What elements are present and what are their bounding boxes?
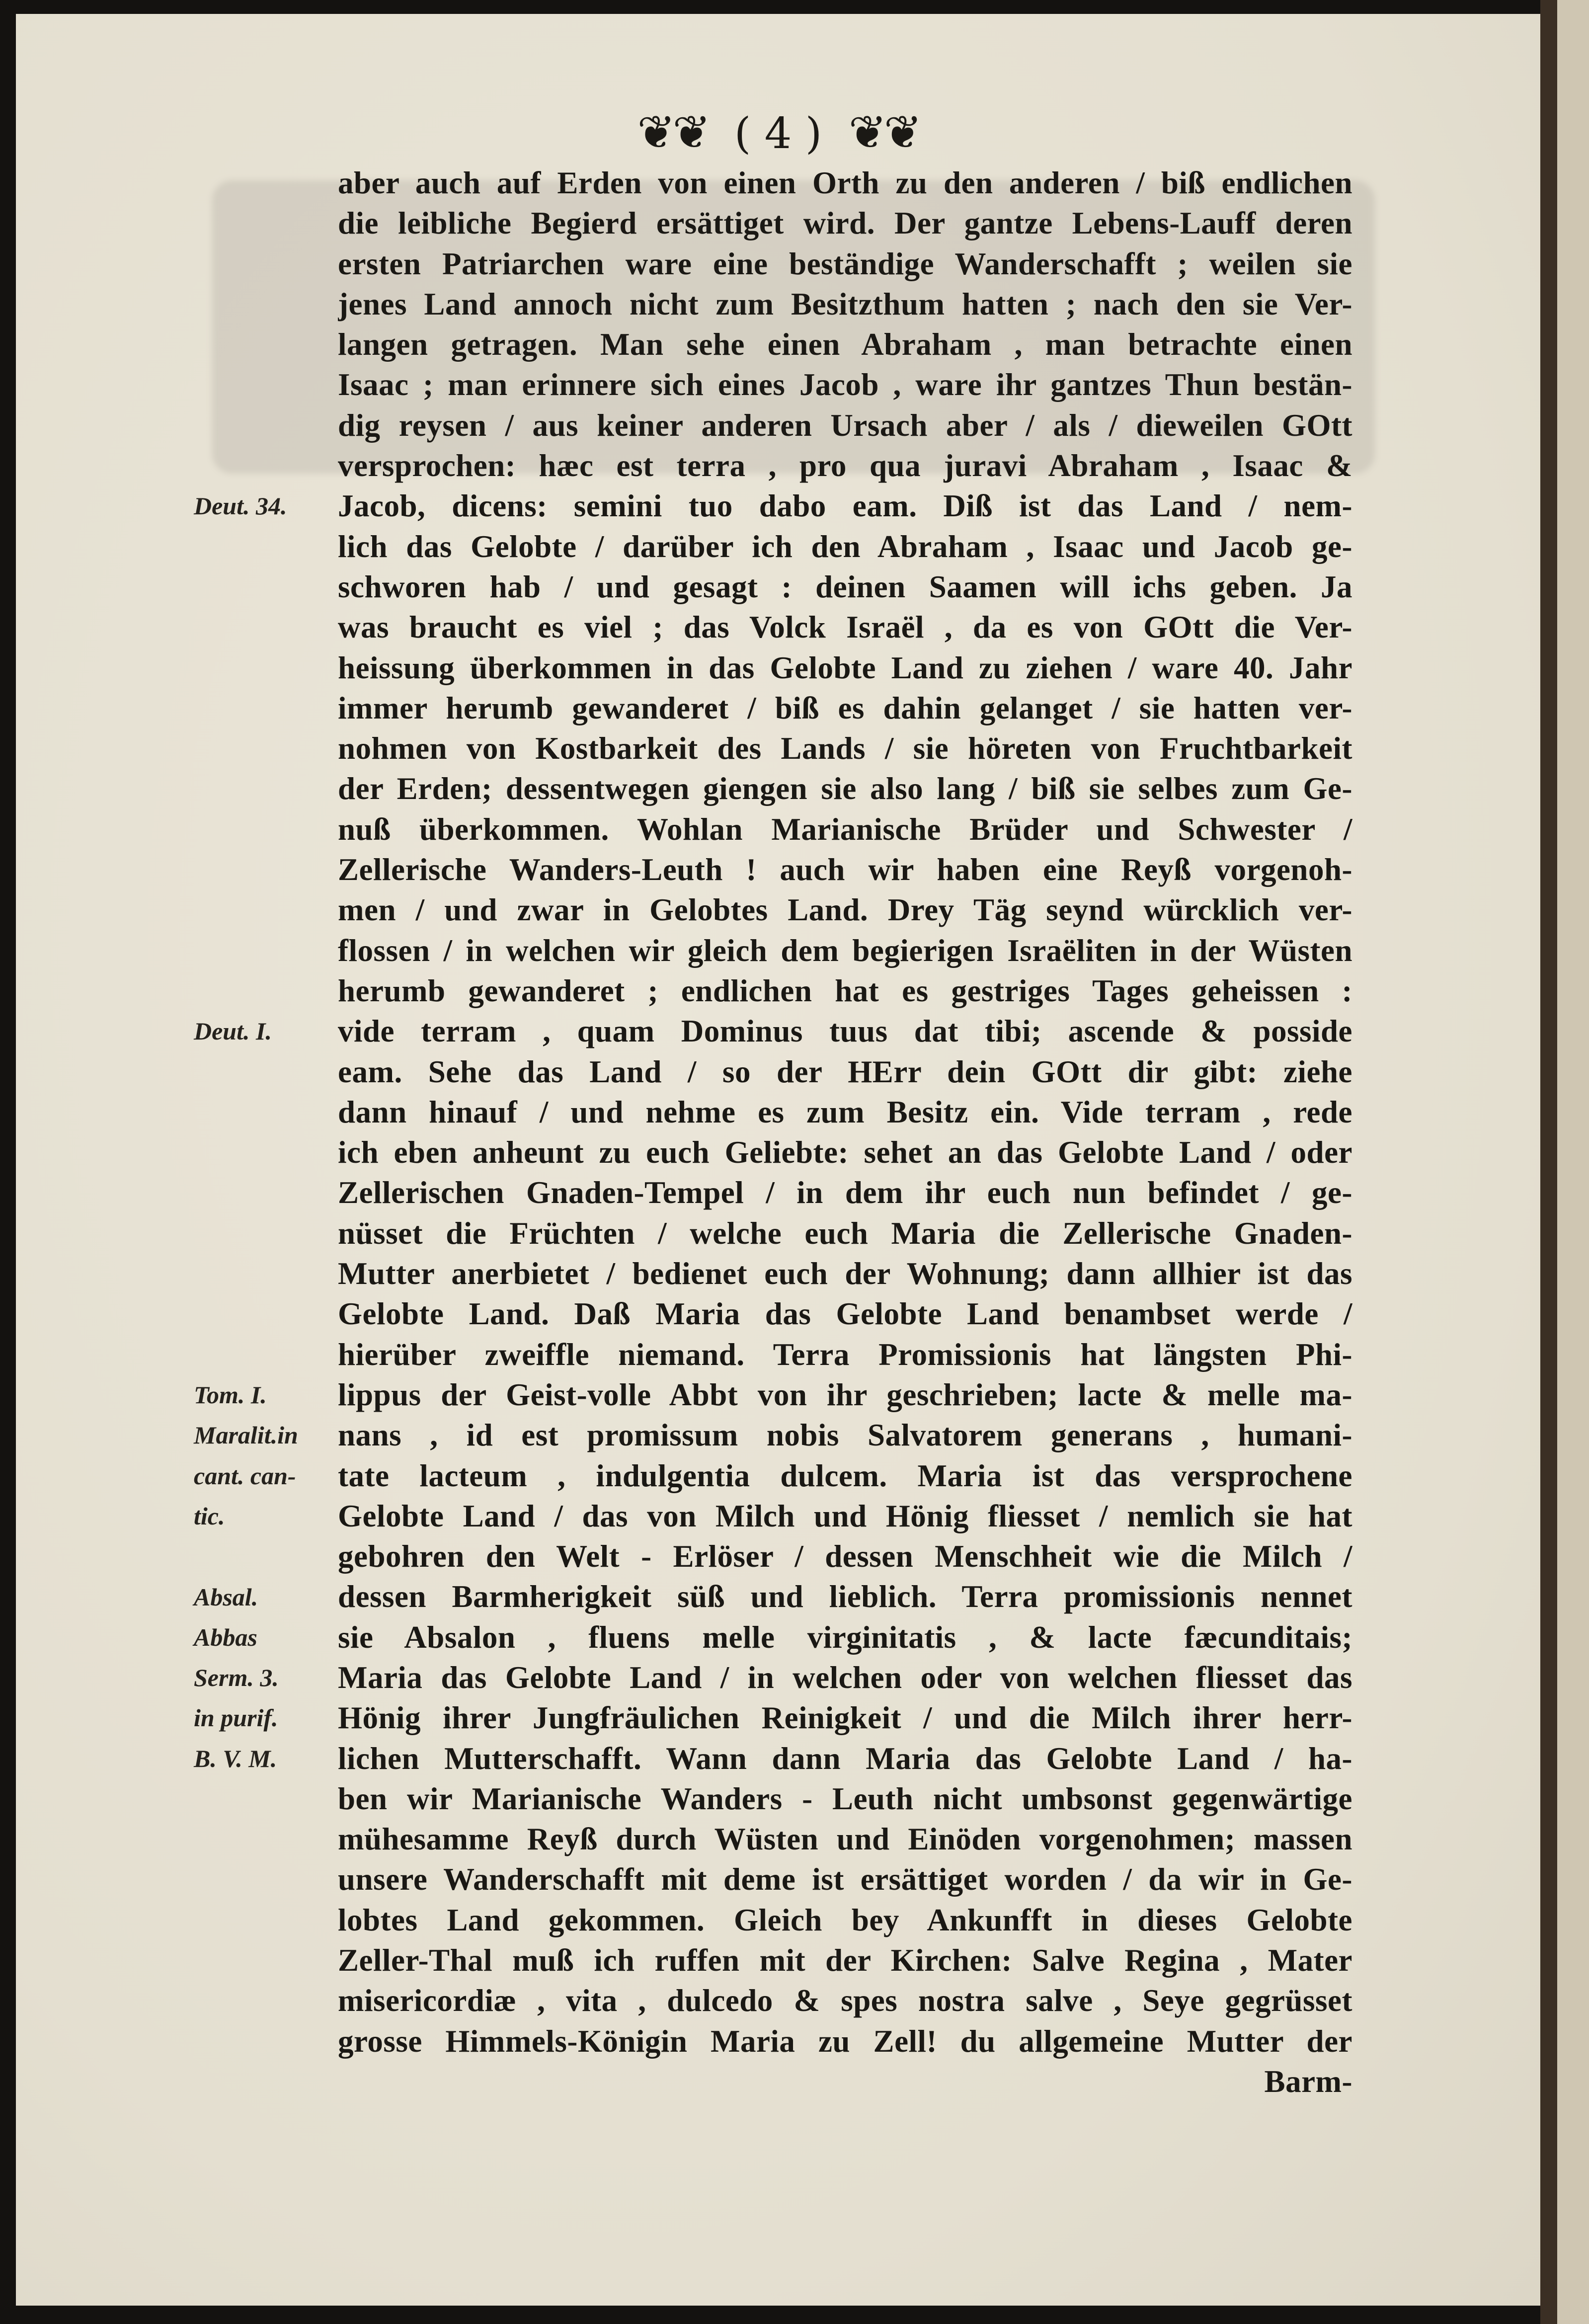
text-line: grosse Himmels-Königin Maria zu Zell! du allgemeine Mutter der [338, 2023, 1352, 2059]
text-line: eam. Sehe das Land / so der HErr dein GOtt dir gibt: ziehe [338, 1054, 1352, 1089]
text-line: lichen Mutterschafft. Wann dann Maria das Gelobte Land / ha- [338, 1741, 1352, 1776]
fleuron-left-icon: ❦❦ [637, 106, 708, 159]
adjacent-page-edge [1557, 0, 1589, 2324]
text-line: misericordiæ , vita , dulcedo & spes nostra salve , Seye gegrüsset [338, 1983, 1352, 2018]
text-line: herumb gewanderet ; endlichen hat es gestriges Tages geheissen : [338, 973, 1352, 1008]
text-line: dig reysen / aus keiner anderen Ursach aber / als / dieweilen GOtt [338, 407, 1352, 443]
text-line: lobtes Land gekommen. Gleich bey Ankunfft in dieses Gelobte [338, 1902, 1352, 1937]
text-line: tate lacteum , indulgentia dulcem. Maria ist das versprochene [338, 1458, 1352, 1493]
text-line: unsere Wanderschafft mit deme ist ersättiget worden / da wir in Ge- [338, 1862, 1352, 1897]
margin-note: Maralit.in [194, 1421, 298, 1449]
margin-note: Tom. I. [194, 1381, 267, 1409]
page-number: ( 4 ) [734, 109, 822, 159]
text-line: gebohren den Welt - Erlöser / dessen Menschheit wie die Milch / [338, 1539, 1352, 1574]
text-line: die leibliche Begierd ersättiget wird. Der gantze Lebens-Lauff deren [338, 206, 1352, 241]
catchword: Barm- [1264, 2064, 1352, 2099]
text-line: lippus der Geist-volle Abbt von ihr geschrieben; lacte & melle ma- [338, 1377, 1352, 1412]
text-line: jenes Land annoch nicht zum Besitzthum hatten ; nach den sie Ver- [338, 286, 1352, 321]
text-line: nans , id est promissum nobis Salvatorem generans , humani- [338, 1418, 1352, 1453]
text-line: immer herumb gewanderet / biß es dahin gelanget / sie hatten ver- [338, 690, 1352, 725]
book-page [16, 14, 1540, 2306]
text-line: dann hinauf / und nehme es zum Besitz ein. Vide terram , rede [338, 1094, 1352, 1129]
text-line: Isaac ; man erinnere sich eines Jacob , ware ihr gantzes Thun bestän- [338, 367, 1352, 402]
text-line: vide terram , quam Dominus tuus dat tibi; ascende & posside [338, 1014, 1352, 1049]
text-line: Jacob, dicens: semini tuo dabo eam. Diß ist das Land / nem- [338, 488, 1352, 524]
text-line: hierüber zweiffle niemand. Terra Promissionis hat längsten Phi- [338, 1337, 1352, 1372]
margin-note: cant. can- [194, 1461, 296, 1490]
text-line: Zeller-Thal muß ich ruffen mit der Kirchen: Salve Regina , Mater [338, 1943, 1352, 1978]
text-line: men / und zwar in Gelobtes Land. Drey Täg seynd würcklich ver- [338, 892, 1352, 928]
text-line: dessen Barmherigkeit süß und lieblich. Terra promissionis nennet [338, 1579, 1352, 1614]
body-text [194, 163, 1352, 2102]
text-line: aber auch auf Erden von einen Orth zu den anderen / biß endlichen [338, 165, 1352, 200]
margin-note: Abbas [194, 1623, 257, 1651]
text-line: Zellerische Wanders-Leuth ! auch wir haben eine Reyß vorgenoh- [338, 852, 1352, 887]
text-line: nüsset die Früchten / welche euch Maria die Zellerische Gnaden- [338, 1215, 1352, 1251]
text-line: mühesamme Reyß durch Wüsten und Einöden vorgenohmen; massen [338, 1822, 1352, 1857]
text-line: Gelobte Land / das von Milch und Hönig fliesset / nemlich sie hat [338, 1498, 1352, 1533]
text-line: ben wir Marianische Wanders - Leuth nicht umbsonst gegenwärtige [338, 1781, 1352, 1816]
book-gutter [1540, 0, 1557, 2324]
text-line: Maria das Gelobte Land / in welchen oder von welchen fliesset das [338, 1660, 1352, 1695]
text-line: flossen / in welchen wir gleich dem begierigen Israëliten in der Wüsten [338, 933, 1352, 968]
text-line: nohmen von Kostbarkeit des Lands / sie höreten von Fruchtbarkeit [338, 731, 1352, 766]
fleuron-right-icon: ❦❦ [848, 106, 919, 159]
text-line: Zellerischen Gnaden-Tempel / in dem ihr euch nun befindet / ge- [338, 1175, 1352, 1210]
text-line: der Erden; dessentwegen giengen sie also lang / biß sie selbes zum Ge- [338, 771, 1352, 806]
text-line: heissung überkommen in das Gelobte Land zu ziehen / ware 40. Jahr [338, 650, 1352, 685]
text-line: ich eben anheunt zu euch Geliebte: sehet an das Gelobte Land / oder [338, 1135, 1352, 1170]
text-line: sie Absalon , fluens melle virginitatis , & lacte fæcunditais; [338, 1619, 1352, 1655]
margin-note: in purif. [194, 1704, 278, 1732]
text-line: langen getragen. Man sehe einen Abraham , man betrachte einen [338, 327, 1352, 362]
text-line: ersten Patriarchen ware eine beständige Wanderschafft ; weilen sie [338, 246, 1352, 281]
page-header [16, 106, 1540, 159]
text-line: was braucht es viel ; das Volck Israël , da es von GOtt die Ver- [338, 610, 1352, 645]
margin-note: tic. [194, 1502, 225, 1530]
margin-note: Serm. 3. [194, 1664, 279, 1692]
text-line: Hönig ihrer Jungfräulichen Reinigkeit / und die Milch ihrer herr- [338, 1700, 1352, 1736]
margin-note: Deut. I. [194, 1017, 272, 1045]
text-line: schworen hab / und gesagt : deinen Saamen will ichs geben. Ja [338, 569, 1352, 604]
text-line: lich das Gelobte / darüber ich den Abraham , Isaac und Jacob ge- [338, 529, 1352, 564]
text-line: versprochen: hæc est terra , pro qua juravi Abraham , Isaac & [338, 448, 1352, 483]
margin-note: B. V. M. [194, 1744, 277, 1772]
margin-note: Deut. 34. [194, 492, 287, 520]
text-line: Gelobte Land. Daß Maria das Gelobte Land benambset werde / [338, 1296, 1352, 1332]
text-line: Mutter anerbietet / bedienet euch der Wohnung; dann allhier ist das [338, 1256, 1352, 1291]
margin-note: Absal. [194, 1583, 258, 1611]
text-line: nuß überkommen. Wohlan Marianische Brüder und Schwester / [338, 811, 1352, 847]
